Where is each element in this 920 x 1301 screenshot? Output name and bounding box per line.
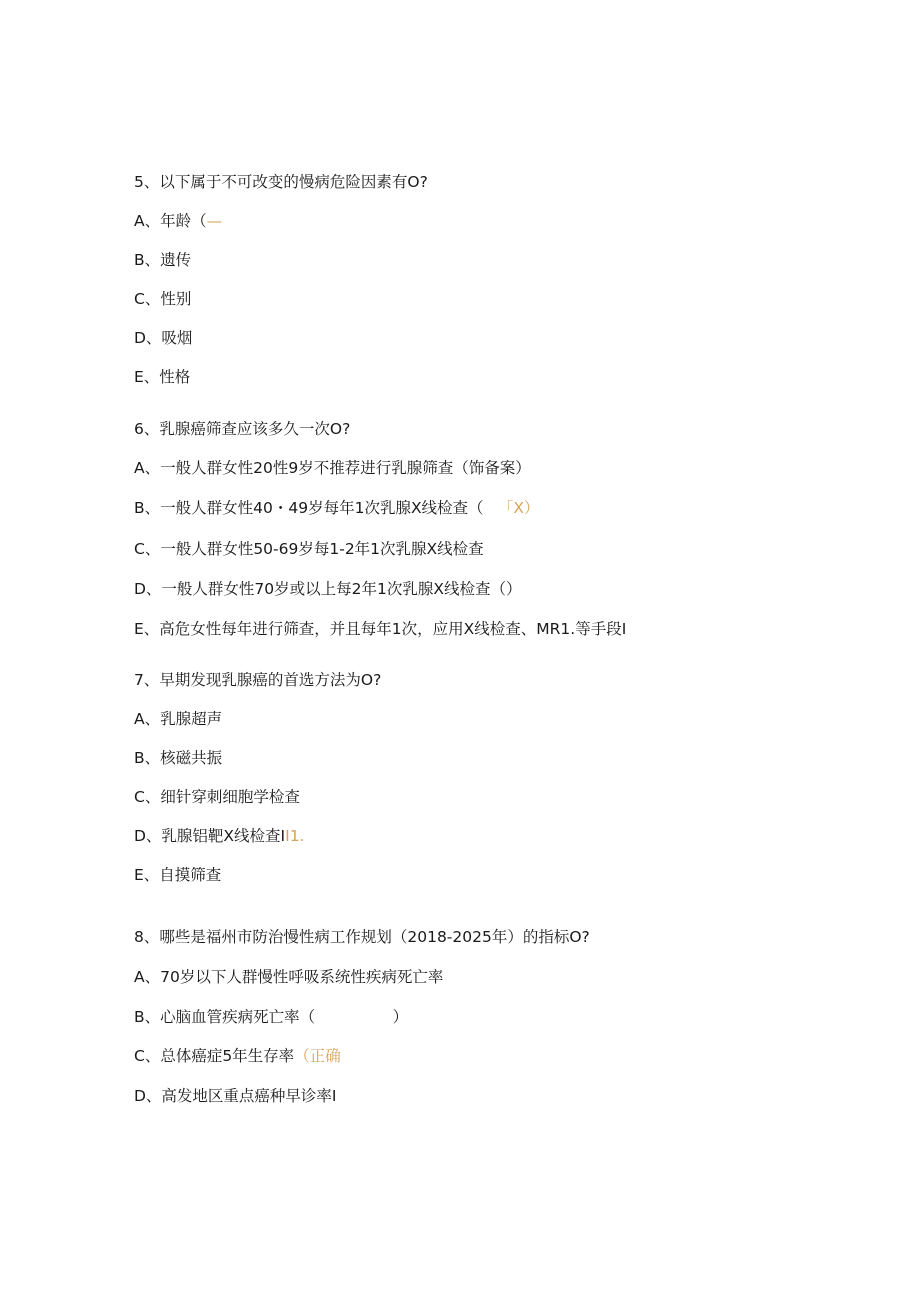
answer-note: I1. [285, 827, 305, 845]
question-7-option-b: B、核磁共振 [134, 749, 223, 767]
question-8-option-a: A、70岁以下人群慢性呼吸系统性疾病死亡率 [134, 968, 444, 986]
question-7-option-a: A、乳腺超声 [134, 710, 223, 728]
question-8-option-b: B、心脑血管疾病死亡率（ ） [134, 1008, 409, 1026]
question-8-option-c: C、总体癌症5年生存率（正确 [134, 1047, 341, 1065]
question-5-option-b: B、遗传 [134, 251, 192, 269]
question-5-option-a: A、年龄（— [134, 212, 223, 230]
question-6-option-d: D、一般人群女性70岁或以上每2年1次乳腺X线检查（） [134, 580, 522, 598]
question-8-title: 8、哪些是福州市防治慢性病工作规划（2018-2025年）的指标O? [134, 928, 590, 946]
question-8-option-d: D、高发地区重点癌种早诊率I [134, 1087, 337, 1105]
answer-note: （正确 [294, 1047, 341, 1065]
question-6-option-b: B、一般人群女性40・49岁每年1次乳腺X线检查（ 「X） [134, 499, 540, 517]
question-7-option-c: C、细针穿刺细胞学检查 [134, 788, 300, 806]
answer-note: 「X） [505, 499, 540, 517]
question-6-option-e: E、高危女性每年进行筛查，并且每年1次，应用X线检查、MR1.等手段I [134, 620, 627, 638]
question-5-title: 5、以下属于不可改变的慢病危险因素有O? [134, 173, 428, 191]
question-6-option-c: C、一般人群女性50-69岁每1-2年1次乳腺X线检查 [134, 540, 484, 558]
question-7-option-d: D、乳腺铝靶X线检查II1. [134, 827, 305, 845]
question-7-option-e: E、自摸筛查 [134, 866, 222, 884]
question-5-option-d: D、吸烟 [134, 329, 193, 347]
question-7-title: 7、早期发现乳腺癌的首选方法为O? [134, 671, 382, 689]
question-6-option-a: A、一般人群女性20性9岁不推荐进行乳腺筛查（饰备案） [134, 459, 531, 477]
question-5-option-e: E、性格 [134, 368, 191, 386]
question-6-title: 6、乳腺癌筛查应该多久一次O? [134, 420, 351, 438]
question-5-option-c: C、性别 [134, 290, 192, 308]
answer-note: — [206, 212, 223, 230]
